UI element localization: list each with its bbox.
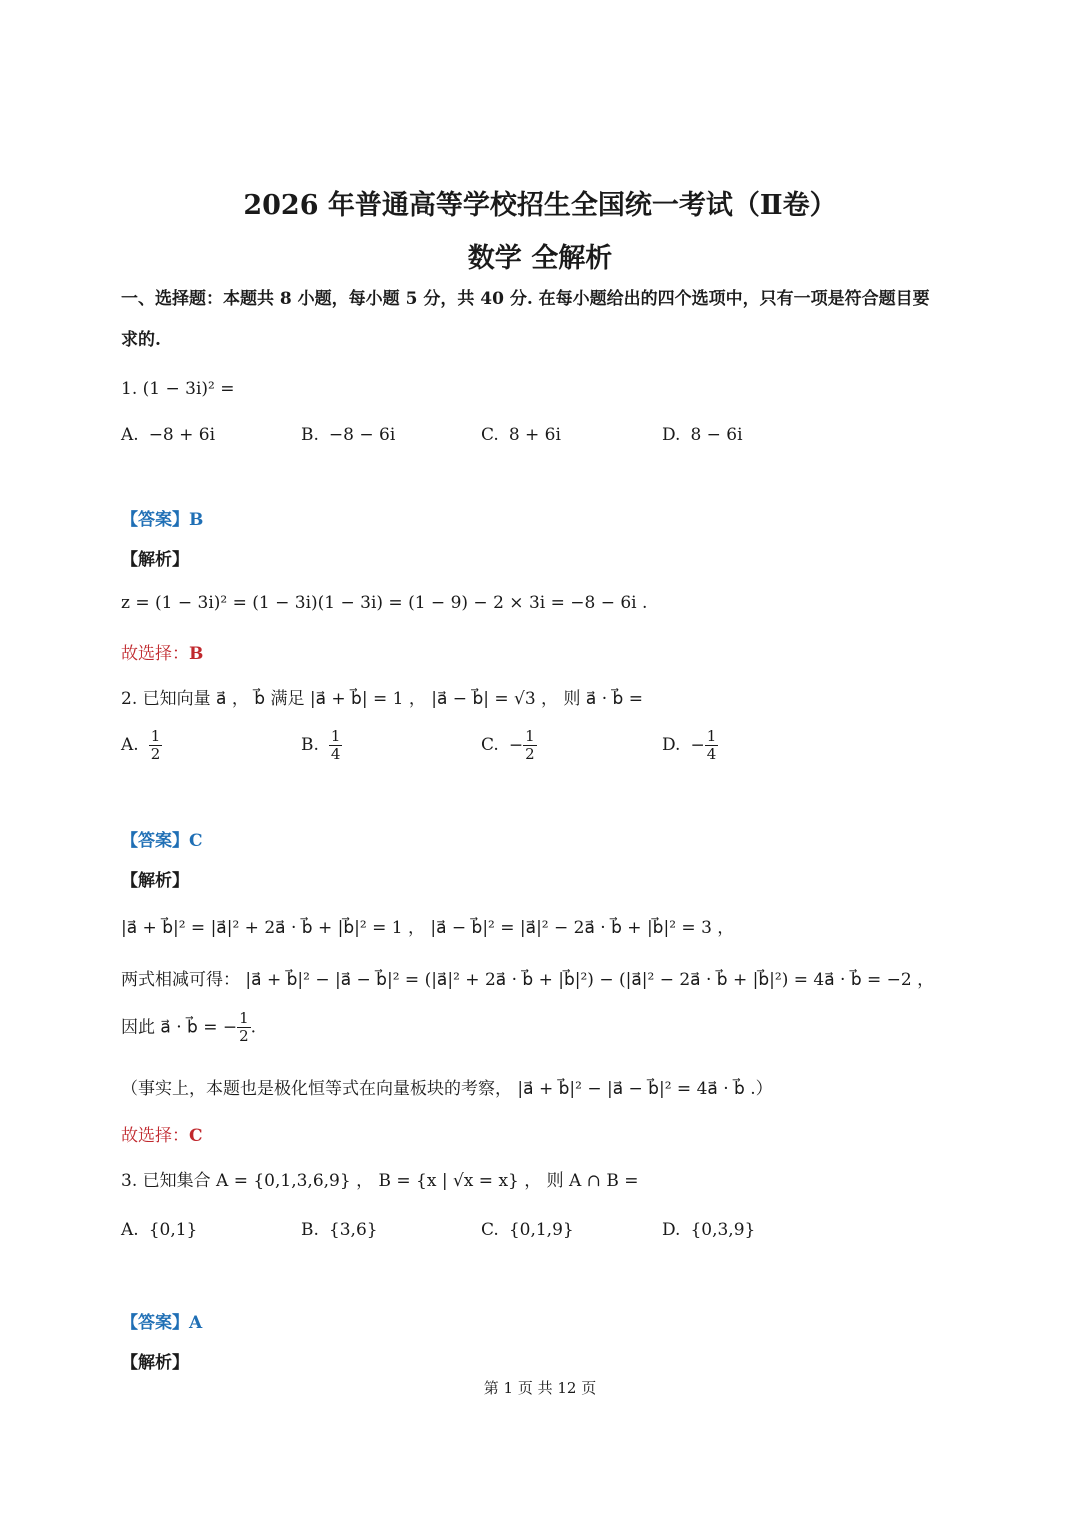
question-2-solution-line3 — [121, 1010, 256, 1046]
question-2-stem: 2. 已知向量 a⃗ ， b⃗ 满足 |a⃗ + b⃗| = 1 ， |a⃗ − b⃗| = √3 ， 则 a⃗ · b⃗ = — [121, 689, 643, 709]
fraction-numerator: 1 — [239, 1009, 249, 1027]
question-1-solution: z = (1 − 3i)² = (1 − 3i)(1 − 3i) = (1 − 9) − 2 × 3i = −8 − 6i . — [121, 593, 648, 613]
option-fraction — [523, 728, 537, 764]
fraction-numerator: 1 — [525, 727, 535, 745]
option-label: D. — [662, 425, 681, 445]
question-2-option-c — [481, 728, 537, 764]
question-3-option-a — [121, 1220, 197, 1240]
option-label: A. — [121, 425, 139, 445]
fraction-numerator: 1 — [706, 727, 717, 745]
question-1-option-a — [121, 425, 215, 445]
option-label: A. — [121, 735, 139, 756]
option-text: −8 − 6i — [328, 425, 396, 445]
option-label: A. — [121, 1220, 139, 1240]
solution-suffix: . — [250, 1017, 257, 1038]
option-label: B. — [301, 735, 319, 756]
question-2-option-a — [121, 728, 162, 764]
question-1-choice — [121, 639, 203, 664]
option-label: D. — [662, 735, 681, 756]
question-3-stem: 3. 已知集合 A = {0,1,3,6,9} ， B = {x | √x = x} ， 则 A ∩ B = — [121, 1171, 639, 1191]
option-label: C. — [481, 425, 499, 445]
option-fraction — [705, 728, 719, 764]
choice-value: B — [189, 644, 204, 664]
option-sign: − — [690, 735, 705, 756]
question-1-stem: 1. (1 − 3i)² = — [121, 379, 235, 399]
option-label: C. — [481, 1220, 499, 1240]
option-text: −8 + 6i — [148, 425, 216, 445]
option-label: B. — [301, 425, 319, 445]
question-1-option-d — [662, 425, 743, 445]
option-text: {3,6} — [328, 1220, 378, 1240]
question-1-analysis-label: 【解析】 — [121, 550, 189, 570]
fraction-denominator: 2 — [239, 1027, 249, 1046]
option-text: {0,3,9} — [690, 1220, 756, 1240]
fraction-denominator: 4 — [330, 745, 341, 764]
question-3-analysis-label: 【解析】 — [121, 1353, 189, 1373]
option-sign: − — [508, 735, 524, 756]
choice-prefix: 故选择： — [121, 644, 189, 664]
option-text: 8 − 6i — [690, 425, 743, 445]
question-3-option-c — [481, 1220, 574, 1240]
option-text: 8 + 6i — [508, 425, 561, 445]
fraction-denominator: 2 — [150, 745, 161, 764]
fraction-denominator: 2 — [525, 745, 535, 764]
question-3-option-b — [301, 1220, 378, 1240]
question-2-answer: 【答案】C — [121, 831, 203, 851]
question-2-analysis-label: 【解析】 — [121, 871, 189, 891]
solution-prefix: 因此 a⃗ · b⃗ = − — [121, 1017, 238, 1038]
question-2-solution-line2: 两式相减可得： |a⃗ + b⃗|² − |a⃗ − b⃗|² = (|a⃗|² + 2a⃗ · b⃗ + |b⃗|²) − (|a⃗|² − 2a⃗ · b⃗ + |b⃗|²) = 4a⃗ · b⃗ = −2 ， — [121, 970, 935, 990]
choice-value: C — [189, 1126, 203, 1146]
choice-prefix: 故选择： — [121, 1126, 189, 1146]
question-1-answer: 【答案】B — [121, 510, 204, 530]
section-intro-line1: 一、选择题：本题共 8 小题，每小题 5 分，共 40 分. 在每小题给出的四个选项中，只有一项是符合题目要 — [121, 289, 930, 309]
document-title: 2026 年普通高等学校招生全国统一考试（Ⅱ卷） — [243, 190, 837, 221]
question-3-option-d — [662, 1220, 755, 1240]
question-2-choice — [121, 1121, 203, 1146]
question-1-option-b — [301, 425, 395, 445]
document-subtitle: 数学 全解析 — [467, 243, 613, 274]
fraction-numerator: 1 — [330, 727, 341, 745]
page-number: 第 1 页 共 12 页 — [483, 1379, 597, 1397]
question-1-option-c — [481, 425, 561, 445]
fraction-numerator: 1 — [150, 727, 161, 745]
question-3-answer: 【答案】A — [121, 1313, 203, 1333]
question-2-solution-line1: |a⃗ + b⃗|² = |a⃗|² + 2a⃗ · b⃗ + |b⃗|² = 1 ， |a⃗ − b⃗|² = |a⃗|² − 2a⃗ · b⃗ + |b⃗|² = 3 ， — [121, 918, 735, 938]
solution-fraction — [237, 1010, 251, 1046]
question-2-solution-line4: （事实上，本题也是极化恒等式在向量板块的考察， |a⃗ + b⃗|² − |a⃗ − b⃗|² = 4a⃗ · b⃗ .） — [121, 1079, 773, 1099]
option-label: C. — [481, 735, 499, 756]
option-label: D. — [662, 1220, 681, 1240]
section-intro-line2: 求的. — [121, 330, 161, 350]
option-text: {0,1,9} — [508, 1220, 574, 1240]
option-label: B. — [301, 1220, 319, 1240]
option-fraction — [149, 728, 163, 764]
option-text: {0,1} — [148, 1220, 198, 1240]
option-fraction — [329, 728, 343, 764]
question-2-option-d — [662, 728, 718, 764]
question-2-option-b — [301, 728, 342, 764]
fraction-denominator: 4 — [706, 745, 717, 764]
